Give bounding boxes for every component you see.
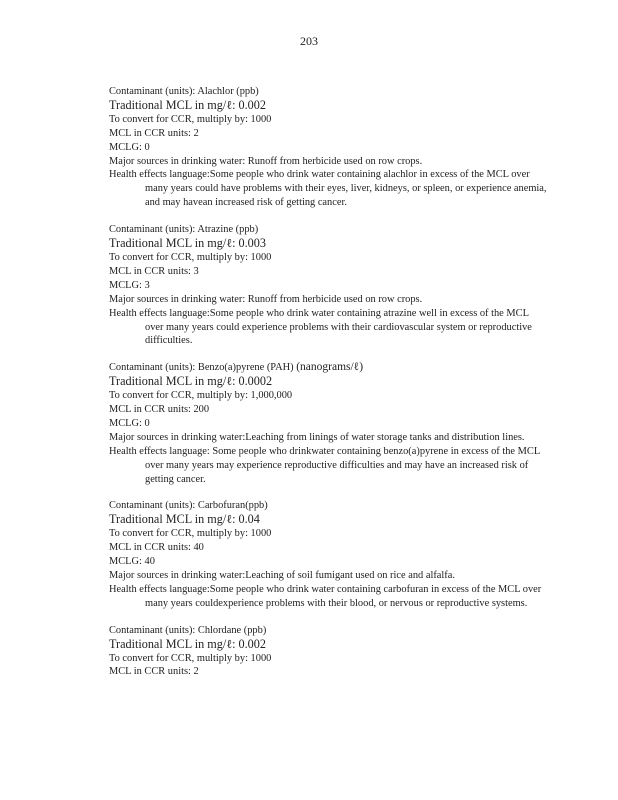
convert-multiplier: To convert for CCR, multiply by: 1000 — [109, 251, 272, 263]
mclg-value: MCLG: 40 — [109, 556, 155, 568]
mcl-ccr-units: MCL in CCR units: 2 — [109, 666, 199, 678]
contaminant-entry-benzo-a-pyrene — [109, 361, 549, 486]
contaminant-label: Contaminant (units): Atrazine (ppb) — [109, 224, 259, 236]
major-sources: Major sources in drinking water:Leaching from linings of water storage tanks and distribution lines. — [109, 431, 525, 443]
mcl-ccr-units: MCL in CCR units: 40 — [109, 542, 204, 554]
mcl-ccr-units: MCL in CCR units: 3 — [109, 265, 199, 277]
traditional-mcl: Traditional MCL in mg/ℓ: 0.002 — [109, 636, 266, 651]
major-sources: Major sources in drinking water: Runoff from herbicide used on row crops. — [109, 293, 423, 305]
convert-multiplier: To convert for CCR, multiply by: 1000 — [109, 113, 272, 125]
contaminant-label: Contaminant (units): Carbofuran(ppb) — [109, 500, 268, 512]
traditional-mcl: Traditional MCL in mg/ℓ: 0.04 — [109, 512, 260, 527]
convert-multiplier: To convert for CCR, multiply by: 1000 — [109, 652, 272, 664]
contaminant-label — [109, 361, 549, 375]
traditional-mcl: Traditional MCL in mg/ℓ: 0.002 — [109, 97, 266, 112]
major-sources: Major sources in drinking water:Leaching of soil fumigant used on rice and alfalfa. — [109, 570, 455, 581]
contaminant-list — [109, 85, 549, 692]
contaminant-entry-chlordane — [109, 624, 549, 680]
contaminant-entry-carbofuran — [109, 499, 549, 610]
contaminant-entry-alachlor — [109, 85, 549, 210]
page-number: 203 — [300, 34, 318, 48]
traditional-mcl: Traditional MCL in mg/ℓ: 0.0002 — [109, 374, 273, 389]
health-effects: Health effects language:Some people who drink water containing alachlor in excess of the MCL over many years could have problems with their eyes, liver, kidneys, or spleen, or experience anemia, and may havean increased risk of getting cancer. — [109, 169, 547, 209]
contaminant-entry-atrazine — [109, 223, 549, 348]
contaminant-units-extra: (nanograms/ℓ) — [296, 361, 364, 374]
convert-multiplier: To convert for CCR, multiply by: 1,000,000 — [109, 390, 293, 402]
major-sources: Major sources in drinking water: Runoff from herbicide used on row crops. — [109, 155, 423, 167]
mclg-value: MCLG: 0 — [109, 417, 150, 429]
health-effects: Health effects language:Some people who drink water containing carbofuran in excess of the MCL over many years couldexperience problems with their blood, or nervous or reproductive systems. — [109, 583, 542, 609]
contaminant-label: Contaminant (units): Chlordane (ppb) — [109, 624, 267, 636]
mclg-value: MCLG: 0 — [109, 141, 150, 153]
health-effects: Health effects language:Some people who drink water containing atrazine well in excess of the MCL over many years could experience problems with their cardiovascular system or reproductive difficulties. — [109, 307, 532, 347]
contaminant-label: Contaminant (units): Alachlor (ppb) — [109, 86, 259, 97]
contaminant-name: Contaminant (units): Benzo(a)pyrene (PAH) — [109, 362, 294, 374]
mcl-ccr-units: MCL in CCR units: 2 — [109, 127, 199, 139]
mcl-ccr-units: MCL in CCR units: 200 — [109, 404, 210, 416]
traditional-mcl: Traditional MCL in mg/ℓ: 0.003 — [109, 236, 266, 251]
health-effects: Health effects language: Some people who drinkwater containing benzo(a)pyrene in excess of the MCL over many years may experience reproductive difficulties and may have an increased risk of getting cancer. — [109, 445, 540, 485]
mclg-value: MCLG: 3 — [109, 279, 150, 291]
convert-multiplier: To convert for CCR, multiply by: 1000 — [109, 528, 272, 540]
